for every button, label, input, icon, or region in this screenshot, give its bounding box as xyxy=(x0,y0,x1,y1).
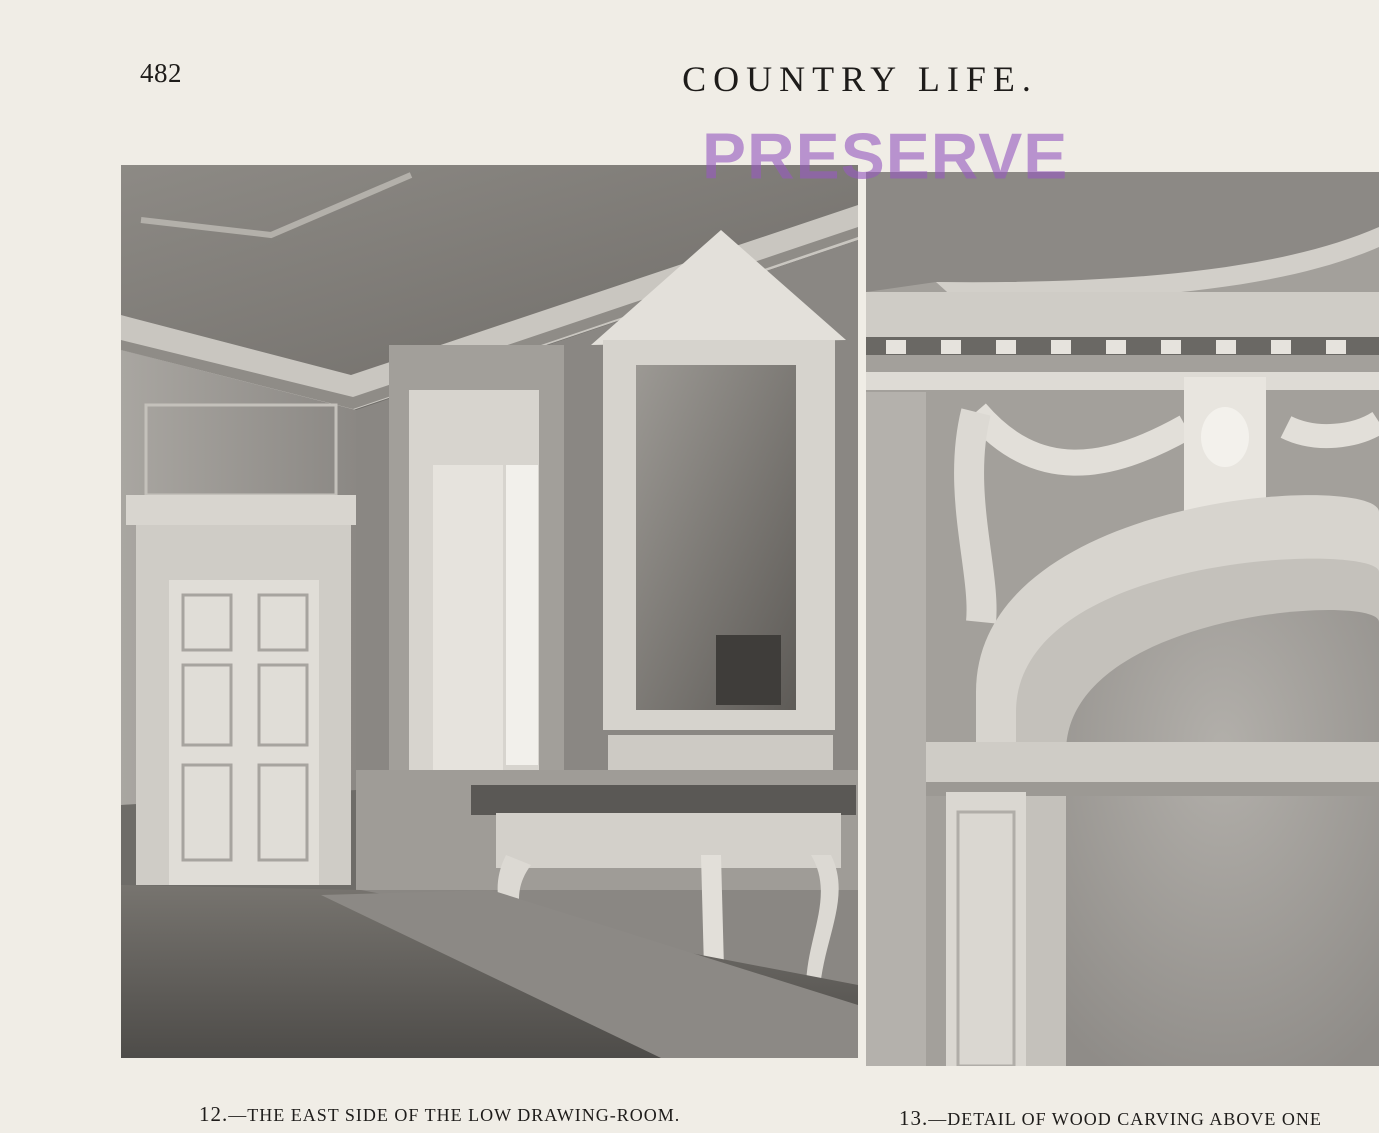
niche xyxy=(1066,610,1379,1066)
photo-east-side-drawing-room xyxy=(121,165,858,1058)
carving-detail-photo xyxy=(866,172,1379,1066)
page-number: 482 xyxy=(140,58,182,88)
figure-12-number: 12. xyxy=(199,1102,229,1126)
marble-top xyxy=(471,785,856,815)
figure-12-text: —THE EAST SIDE OF THE LOW DRAWING-ROOM. xyxy=(228,1105,681,1125)
publication-title: COUNTRY LIFE. xyxy=(682,59,1038,99)
door xyxy=(169,580,319,885)
table-apron xyxy=(496,813,841,868)
figure-13-text: —DETAIL OF WOOD CARVING ABOVE ONE xyxy=(928,1109,1322,1129)
preserve-stamp: PRESERVE xyxy=(702,119,1069,193)
figure-12-caption xyxy=(199,1102,680,1127)
figure-13-number: 13. xyxy=(899,1106,929,1130)
photo-wood-carving-detail xyxy=(866,172,1379,1066)
carved-drop xyxy=(969,412,982,622)
figure-13-caption xyxy=(899,1106,1322,1131)
window-shutter xyxy=(433,465,503,770)
drawing-room-photo xyxy=(121,165,858,1058)
